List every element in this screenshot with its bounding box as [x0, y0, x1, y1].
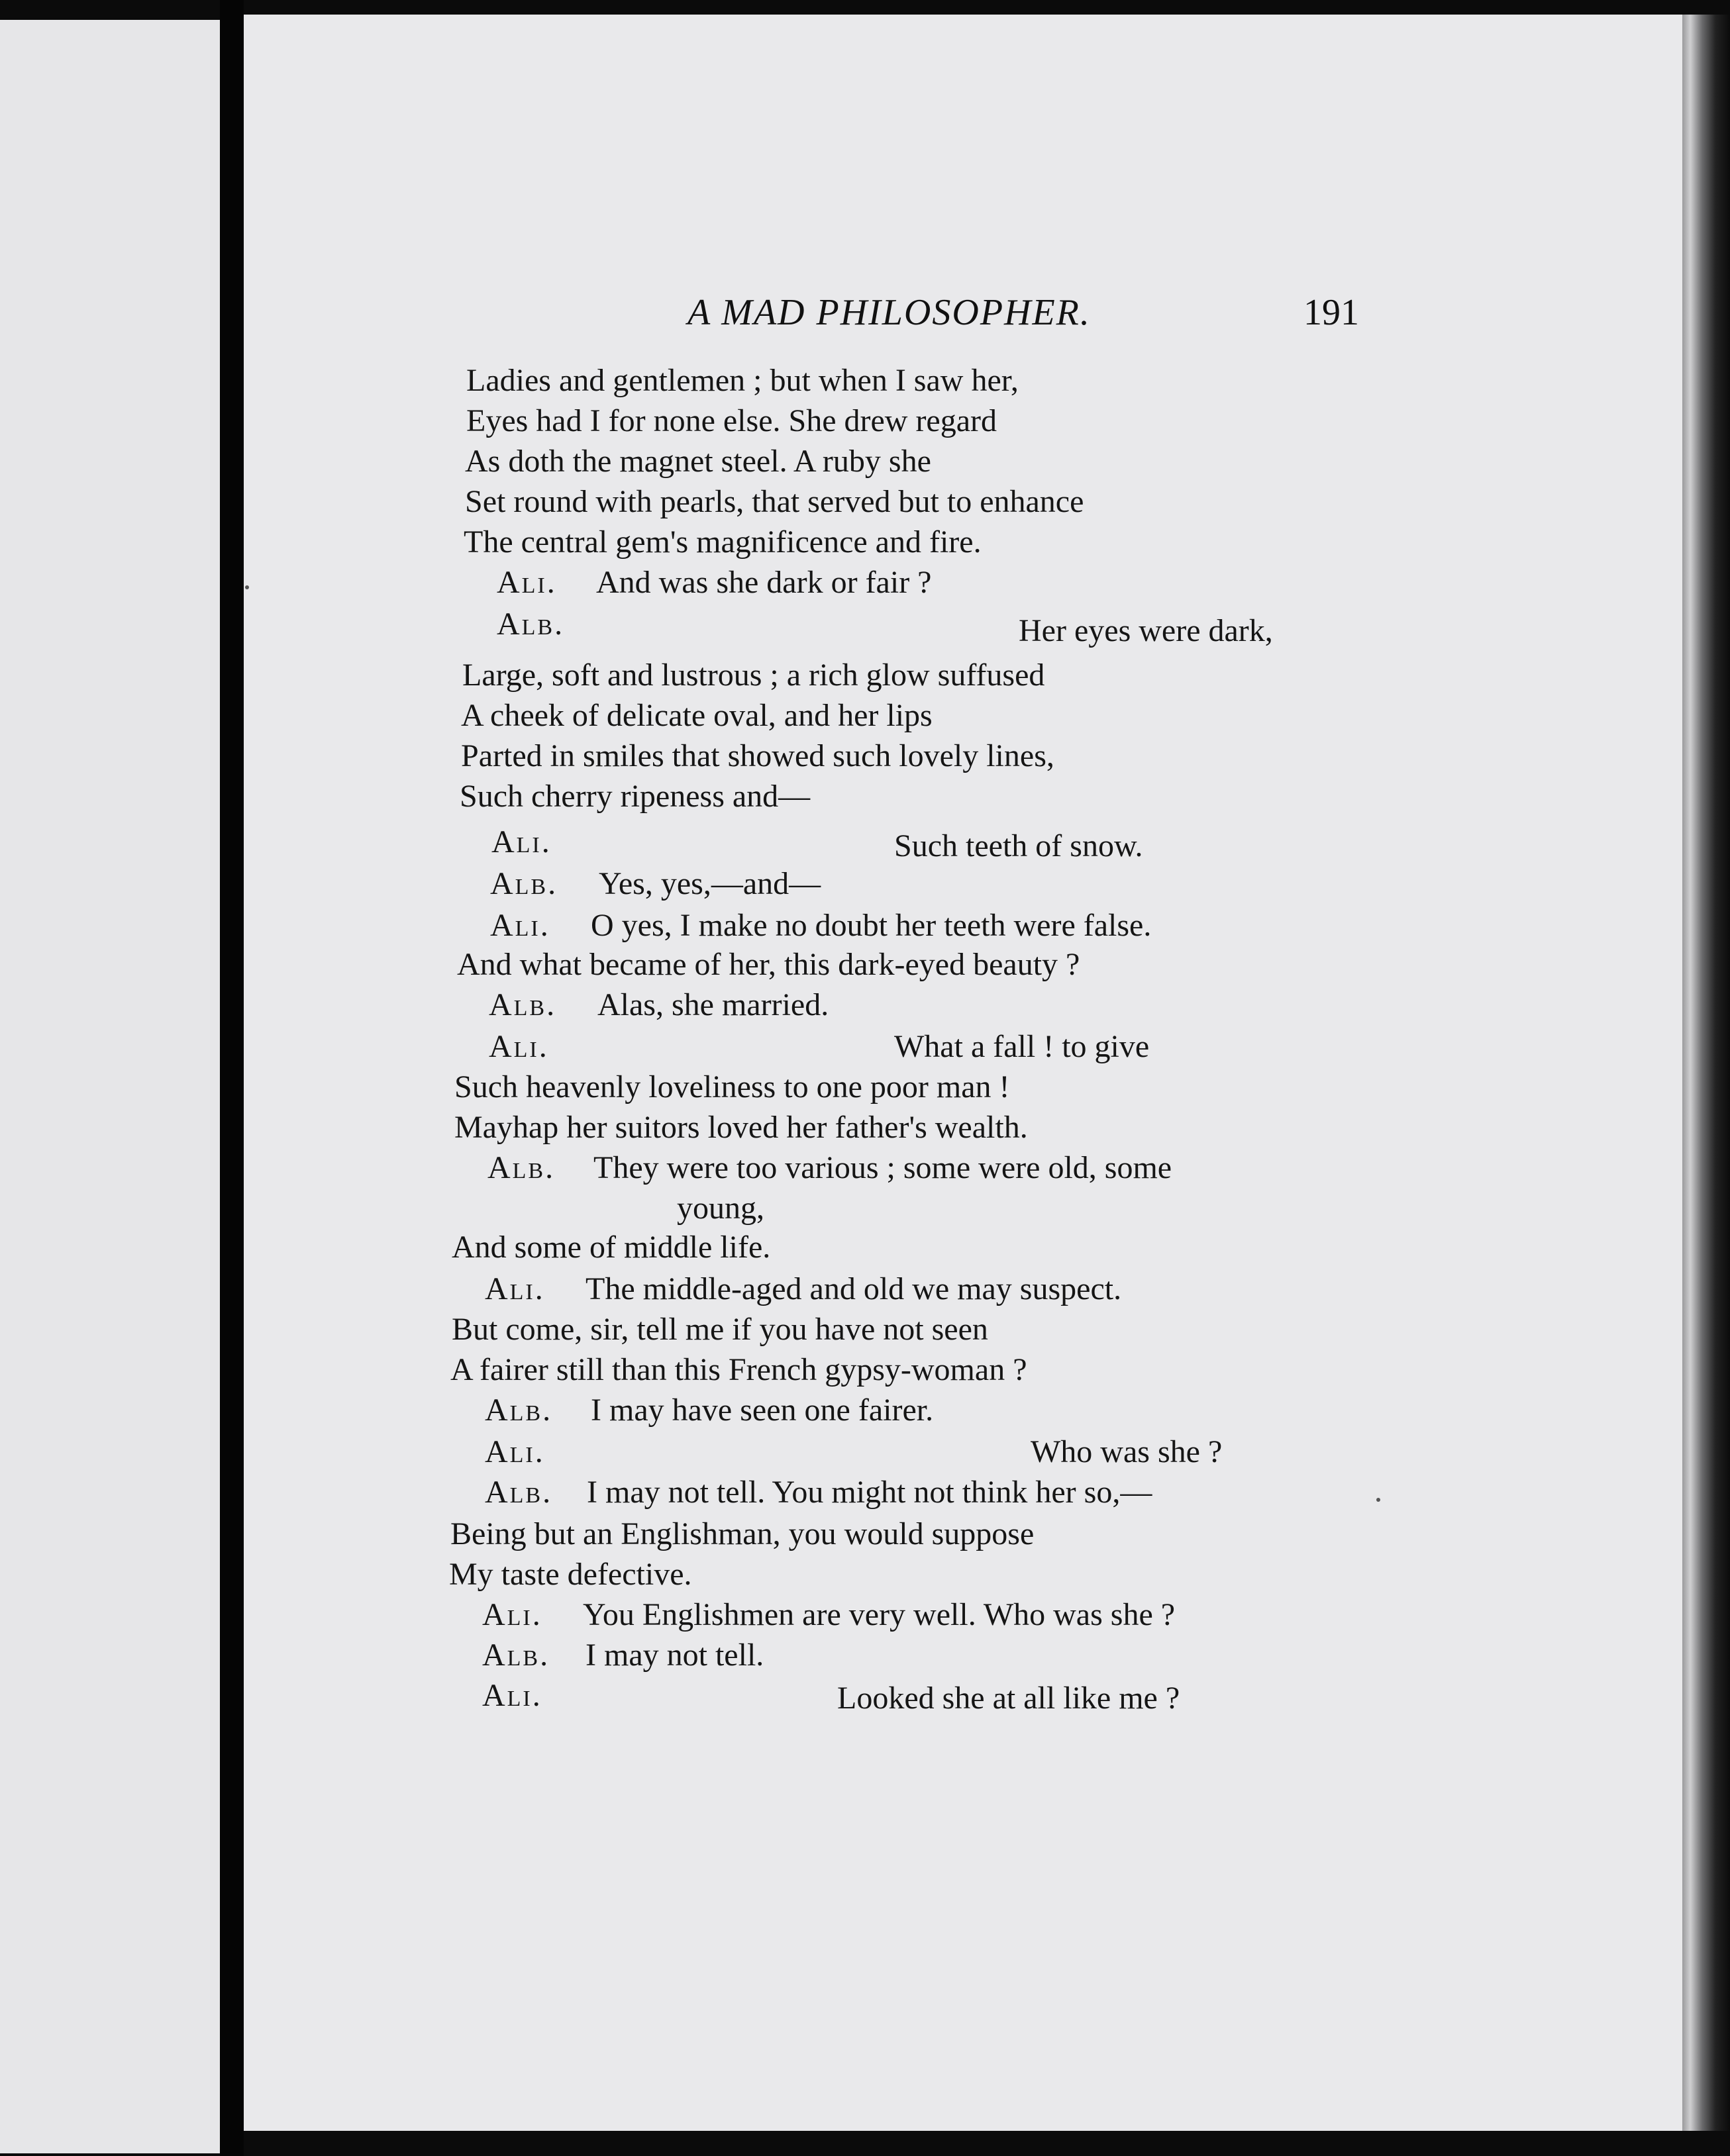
verse-line: [244, 1434, 1682, 1473]
verse-line: [244, 1677, 1682, 1717]
book-page: [244, 15, 1682, 2131]
verse-text: Set round with pearls, that served but to enhance: [465, 484, 1084, 519]
speaker-name: Ali.: [482, 1678, 542, 1713]
verse-line: [244, 1516, 1682, 1555]
verse-line: [244, 483, 1682, 523]
verse-text: And what became of her, this dark-eyed beauty ?: [457, 947, 1080, 982]
book-gutter: [220, 0, 244, 2156]
verse-line: [244, 778, 1682, 818]
page-header: [244, 291, 1682, 344]
verse-text: But come, sir, tell me if you have not seen: [452, 1312, 988, 1347]
verse-line: [244, 946, 1682, 986]
verse-text: My taste defective.: [449, 1557, 692, 1592]
verse-line: [244, 1150, 1682, 1189]
verse-line: [244, 1474, 1682, 1514]
verse-text: The central gem's magnificence and fire.: [464, 524, 982, 560]
verse-text: And was she dark or fair ?: [596, 565, 932, 600]
verse-line: [244, 1351, 1682, 1391]
speaker-name: Ali.: [490, 908, 550, 943]
verse-line: [244, 1637, 1682, 1677]
verse-text: You Englishmen are very well. Who was she ?: [583, 1597, 1176, 1632]
verse-text: They were too various ; some were old, some: [593, 1150, 1172, 1185]
speaker-name: Ali.: [485, 1434, 545, 1469]
running-title: A MAD PHILOSOPHER.: [687, 292, 1091, 333]
speaker-name: Ali.: [482, 1597, 542, 1632]
facing-page-edge: [0, 20, 220, 2153]
verse-text: And some of middle life.: [452, 1230, 771, 1265]
verse-text: I may have seen one fairer.: [591, 1393, 934, 1428]
verse-line: [244, 1229, 1682, 1269]
verse-text: A fairer still than this French gypsy-woman ?: [450, 1352, 1027, 1387]
verse-text: A cheek of delicate oval, and her lips: [461, 698, 933, 733]
speaker-name: Alb.: [485, 1393, 553, 1428]
verse-line: [244, 738, 1682, 777]
verse-line: [244, 1109, 1682, 1149]
verse-text: Her eyes were dark,: [1019, 613, 1273, 648]
verse-text: O yes, I make no doubt her teeth were false.: [591, 908, 1152, 943]
verse-text: I may not tell.: [585, 1638, 764, 1673]
verse-line: [244, 564, 1682, 604]
verse-line: [244, 1596, 1682, 1636]
verse-line: [244, 1028, 1682, 1068]
page-number: 191: [1303, 292, 1359, 333]
verse-line: [244, 606, 1682, 646]
speaker-name: Ali.: [491, 824, 552, 859]
verse-line: [244, 524, 1682, 564]
verse-text: I may not tell. You might not think her so,—: [587, 1475, 1152, 1510]
speaker-name: Alb.: [497, 607, 565, 642]
verse-line: [244, 987, 1682, 1026]
verse-text: Who was she ?: [1031, 1434, 1223, 1469]
speaker-name: Alb.: [487, 1150, 556, 1185]
verse-line: [244, 865, 1682, 905]
verse-text: As doth the magnet steel. A ruby she: [465, 444, 931, 479]
verse-line: [244, 657, 1682, 697]
verse-line: [244, 824, 1682, 863]
verse-text: Yes, yes,—and—: [599, 866, 821, 901]
verse-text: Looked she at all like me ?: [837, 1681, 1180, 1716]
verse-text: Such teeth of snow.: [894, 828, 1143, 863]
verse-text: Eyes had I for none else. She drew regard: [466, 403, 997, 438]
verse-line: [244, 403, 1682, 442]
verse-text: Mayhap her suitors loved her father's wealth.: [454, 1110, 1028, 1145]
verse-line: [244, 1271, 1682, 1310]
verse-text: What a fall ! to give: [894, 1029, 1150, 1064]
verse-line: [244, 1311, 1682, 1351]
verse-text: Such heavenly loveliness to one poor man !: [454, 1069, 1010, 1104]
page-edge-shadow: [1682, 15, 1730, 2131]
speaker-name: Alb.: [489, 987, 557, 1022]
verse-text: Such cherry ripeness and—: [460, 779, 811, 814]
speaker-name: Alb.: [482, 1638, 550, 1673]
speaker-name: Ali.: [497, 565, 557, 600]
verse-line: [244, 1190, 1682, 1230]
verse-line: [244, 907, 1682, 947]
verse-text: Alas, she married.: [597, 987, 829, 1022]
verse-text: The middle-aged and old we may suspect.: [585, 1271, 1122, 1306]
verse-line: [244, 1392, 1682, 1432]
verse-text: Parted in smiles that showed such lovely lines,: [461, 738, 1054, 773]
verse-line: [244, 443, 1682, 483]
verse-text: Large, soft and lustrous ; a rich glow suffused: [462, 658, 1045, 693]
verse-text: Being but an Englishman, you would suppose: [450, 1516, 1035, 1551]
verse-line: [244, 1556, 1682, 1596]
verse-text: young,: [677, 1191, 764, 1226]
verse-text: Ladies and gentlemen ; but when I saw her,: [466, 363, 1019, 398]
verse-line: [244, 362, 1682, 402]
speaker-name: Alb.: [490, 866, 558, 901]
verse-line: [244, 697, 1682, 737]
speaker-name: Alb.: [485, 1475, 553, 1510]
speaker-name: Ali.: [485, 1271, 545, 1306]
speaker-name: Ali.: [489, 1029, 549, 1064]
verse-line: [244, 1069, 1682, 1108]
